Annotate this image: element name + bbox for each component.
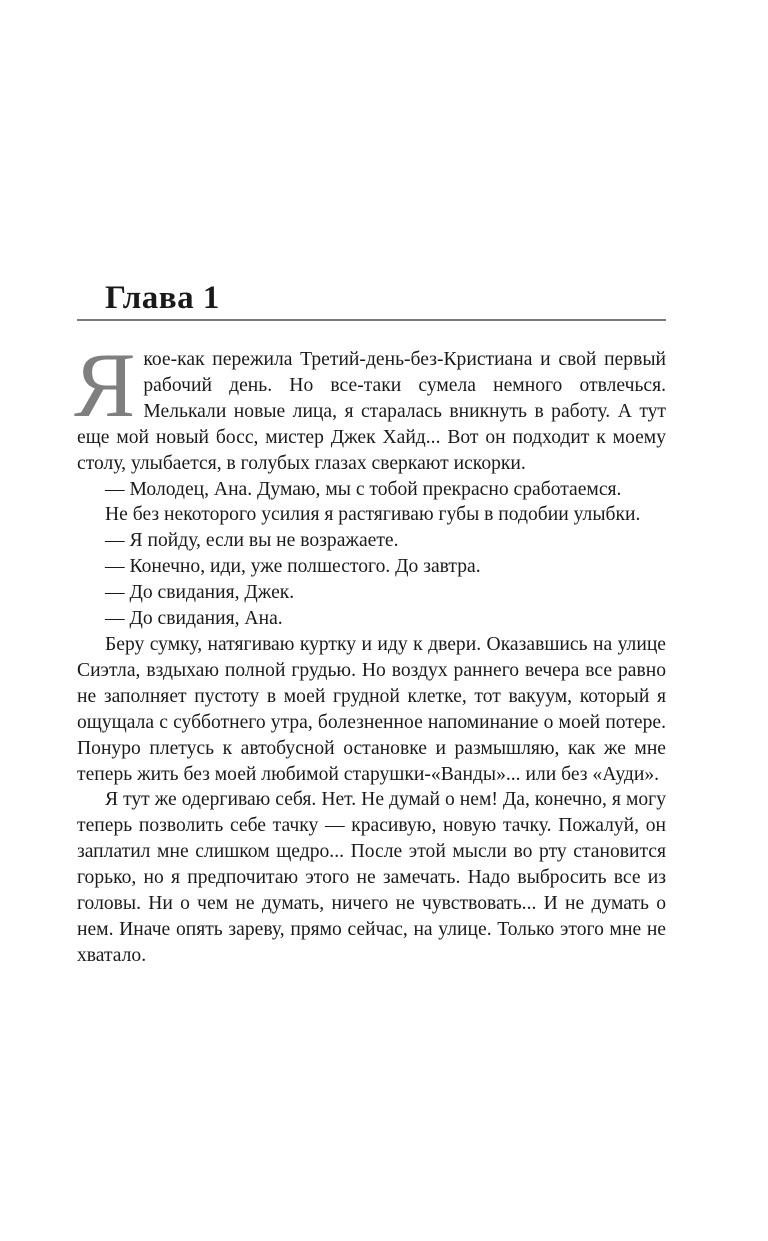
book-page <box>74 0 666 1241</box>
paragraph-text: кое-как пережила Третий-день-без-Кристиана и свой первый рабочий день. Но все-таки сумела немного отвлечься. Мелькали новые лица, я старалась вникнуть в работу. А тут еще мой новый босс, мистер Джек Хайд... Вот он подходит к моему столу, улыбается, в голубых глазах сверкают искорки. <box>77 349 666 474</box>
chapter-divider <box>77 319 666 321</box>
paragraph: — Я пойду, если вы не возражаете. <box>105 530 399 552</box>
paragraph: Не без некоторого усилия я растягиваю губы в подобии улыбки. <box>105 504 641 526</box>
paragraph: — До свидания, Ана. <box>105 608 283 630</box>
paragraph: Я тут же одергиваю себя. Нет. Не думай о нем! Да, конечно, я могу теперь позволить себе тачку — красивую, новую тачку. Пожалуй, он заплатил мне слишком щедро... После этой мысли во рту становится горько, но я предпочитаю этого не замечать. Надо выбросить все из головы. Ни о чем не думать, ничего не чувствовать... И не думать о нем. Иначе опять зареву, прямо сейчас, на улице. Только этого мне не хватало. <box>77 789 666 966</box>
paragraph: — До свидания, Джек. <box>105 582 295 604</box>
paragraph: — Молодец, Ана. Думаю, мы с тобой прекрасно сработаемся. <box>105 478 622 500</box>
paragraph <box>74 334 666 477</box>
chapter-text <box>74 334 666 969</box>
drop-cap: Я <box>74 334 136 436</box>
chapter-title: Глава 1 <box>105 280 220 316</box>
paragraph: — Конечно, иди, уже полшестого. До завтра. <box>105 556 481 578</box>
paragraph: Беру сумку, натягиваю куртку и иду к двери. Оказавшись на улице Сиэтла, вздыхаю полной грудью. Но воздух раннего вечера все равно не заполняет пустоту в моей грудной клетке, тот вакуум, который я ощущала с субботнего утра, болезненное напоминание о моей потере. Понуро плетусь к автобусной остановке и размышляю, как же мне теперь жить без моей любимой старушки-«Ванды»... или без «Ауди». <box>77 633 666 785</box>
